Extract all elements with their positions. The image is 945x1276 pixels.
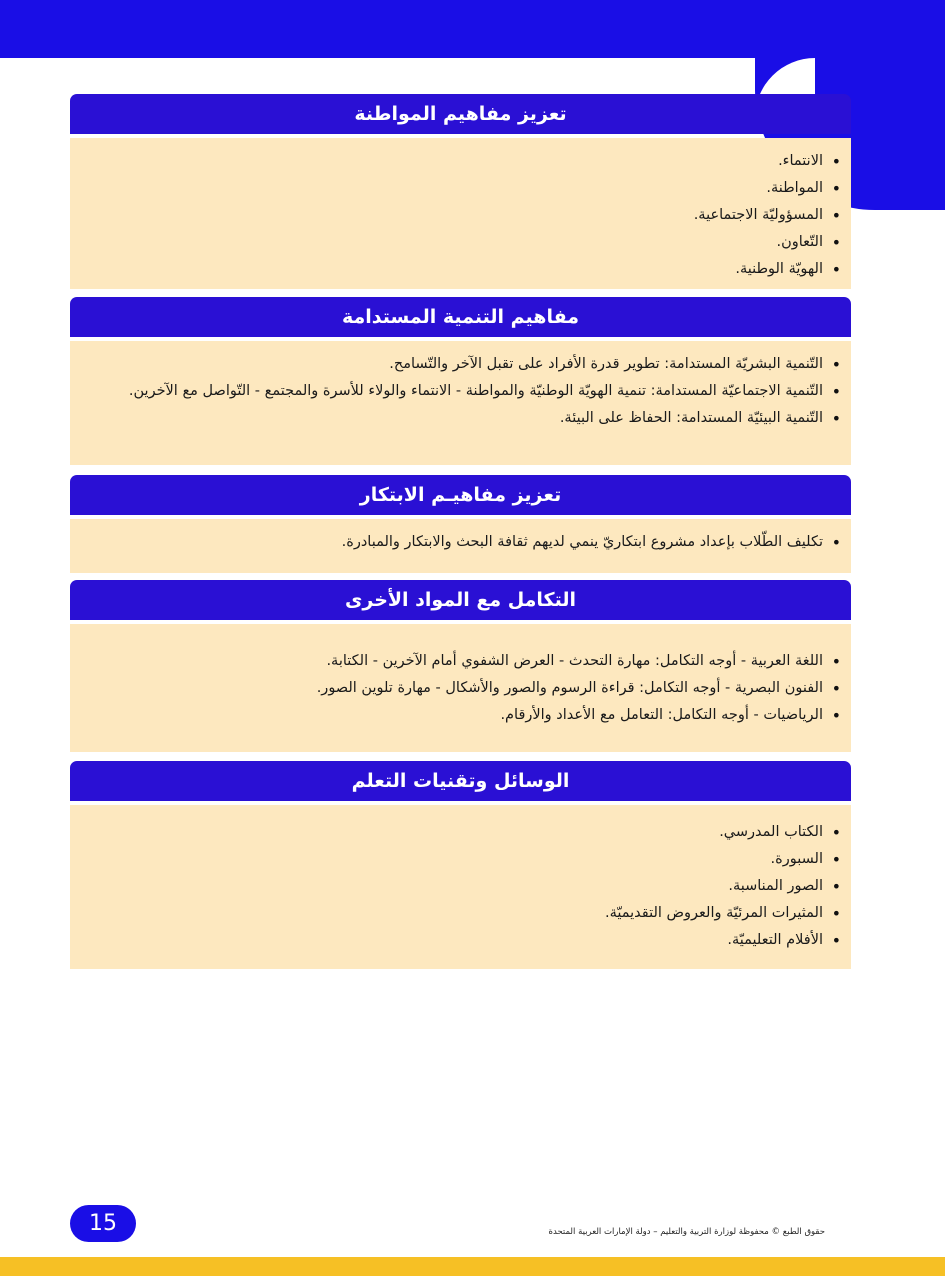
- section-title: التكامل مع المواد الأخرى: [70, 580, 851, 620]
- list-item: • التّنمية الاجتماعيّة المستدامة: تنمية الهويّة الوطنيّة والمواطنة - الانتماء والولاء للأسرة والمجتمع - التّواصل مع الآخرين.: [80, 378, 841, 405]
- list-item: • الهويّة الوطنية.: [80, 256, 841, 283]
- list-item: • التّنمية البيئيّة المستدامة: الحفاظ على البيئة.: [80, 405, 841, 432]
- list-item: • المسؤوليّة الاجتماعية.: [80, 202, 841, 229]
- list-item: • الرياضيات - أوجه التكامل: التعامل مع الأعداد والأرقام.: [80, 702, 841, 729]
- list-item: • الفنون البصرية - أوجه التكامل: قراءة الرسوم والصور والأشكال - مهارة تلوين الصور.: [80, 675, 841, 702]
- section-learning-tools: [70, 761, 851, 969]
- list-item: • المثيرات المرئيّة والعروض التقديميّة.: [80, 900, 841, 927]
- list-item: • المواطنة.: [80, 175, 841, 202]
- section-innovation: [70, 475, 851, 573]
- list-item: • الأفلام التعليميّة.: [80, 927, 841, 954]
- list-item: • التّعاون.: [80, 229, 841, 256]
- section-integration: [70, 580, 851, 752]
- list-item: • الصور المناسبة.: [80, 873, 841, 900]
- page-number: 15: [70, 1205, 136, 1242]
- list-item: • اللغة العربية - أوجه التكامل: مهارة التحدث - العرض الشفوي أمام الآخرين - الكتابة.: [80, 648, 841, 675]
- list-item: • الانتماء.: [80, 148, 841, 175]
- section-body: [70, 138, 851, 289]
- list-item: • السبورة.: [80, 846, 841, 873]
- list-item: • تكليف الطّلاب بإعداد مشروع ابتكاريّ ينمي لديهم ثقافة البحث والابتكار والمبادرة.: [80, 529, 841, 556]
- copyright-notice: حقوق الطبع © محفوظة لوزارة التربية والتعليم – دولة الإمارات العربية المتحدة: [548, 1227, 825, 1237]
- section-title: تعزيز مفاهيـم الابتكار: [70, 475, 851, 515]
- section-body: [70, 805, 851, 969]
- section-body: [70, 341, 851, 465]
- section-title: تعزيز مفاهيم المواطنة: [70, 94, 851, 134]
- section-body: [70, 519, 851, 573]
- section-title: الوسائل وتقنيات التعلم: [70, 761, 851, 801]
- section-title: مفاهيم التنمية المستدامة: [70, 297, 851, 337]
- list-item: • التّنمية البشريّة المستدامة: تطوير قدرة الأفراد على تقبل الآخر والتّسامح.: [80, 351, 841, 378]
- list-item: • الكتاب المدرسي.: [80, 819, 841, 846]
- section-citizenship: [70, 94, 851, 289]
- bottom-decorative-bar: [0, 1257, 945, 1276]
- section-sustainable-development: [70, 297, 851, 465]
- section-body: [70, 624, 851, 752]
